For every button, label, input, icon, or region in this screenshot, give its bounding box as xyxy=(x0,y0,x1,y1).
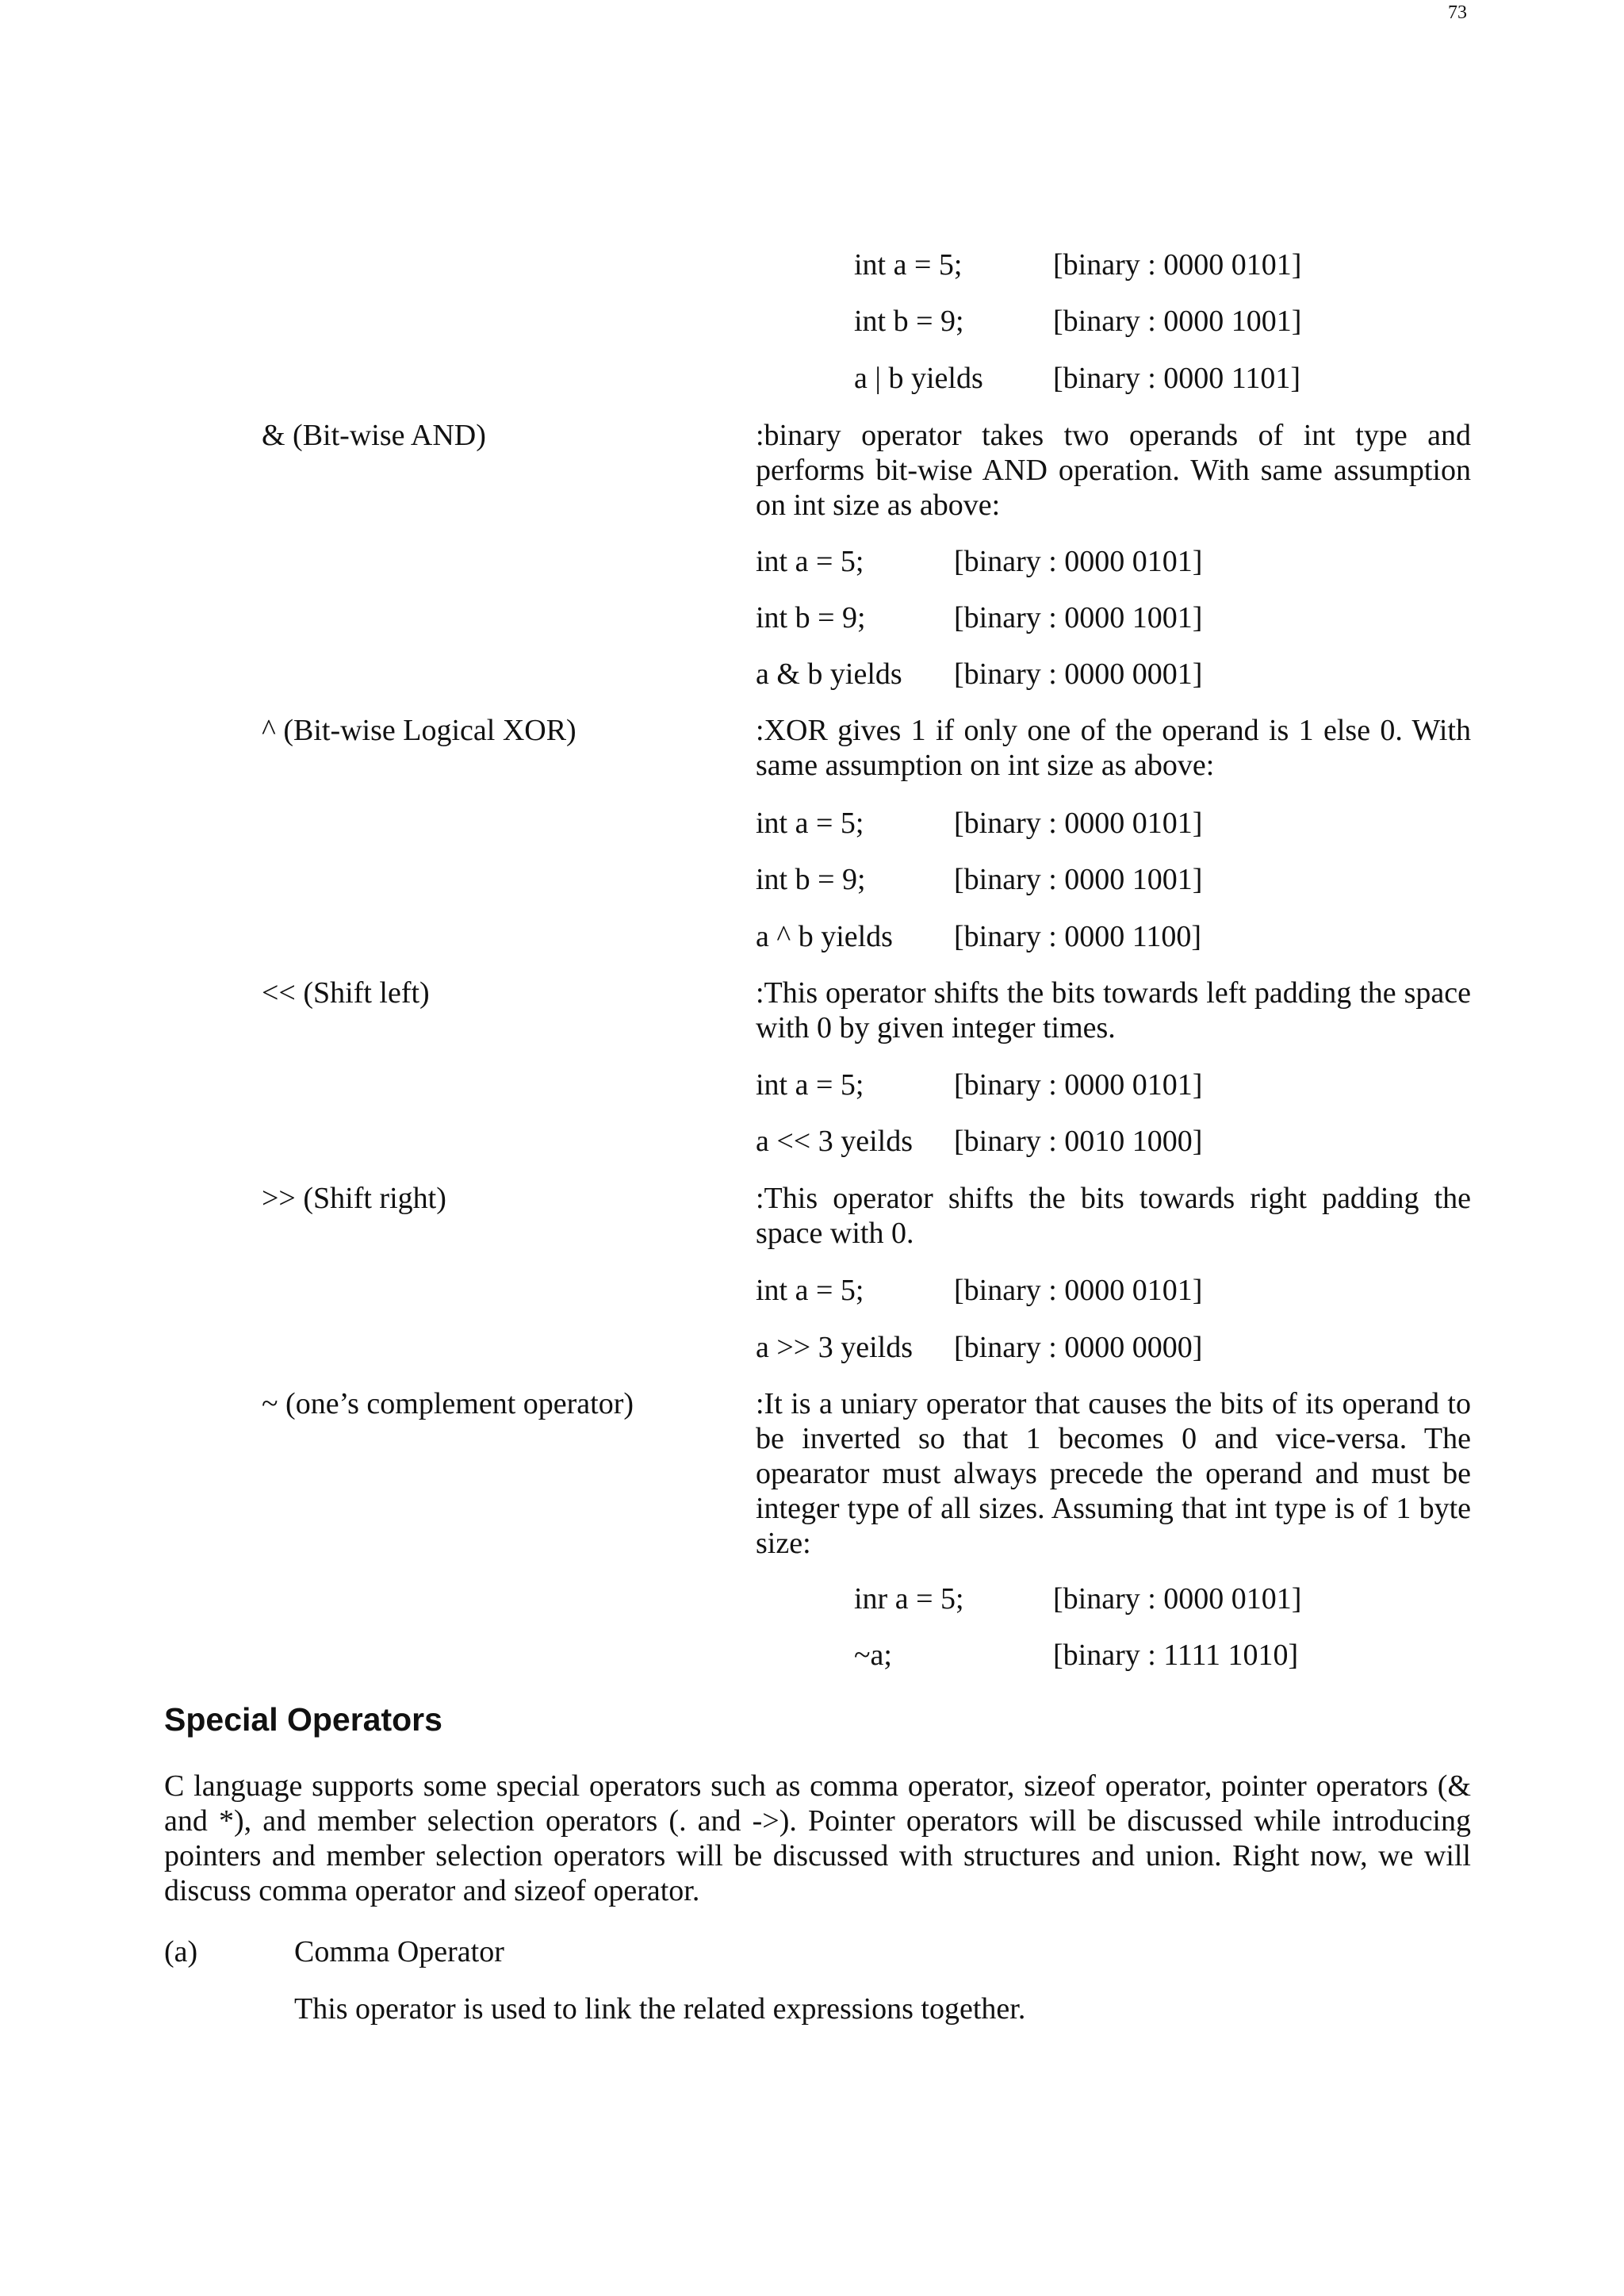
code-line: a ^ b yields xyxy=(756,920,893,953)
binary-value: [binary : 0000 1001] xyxy=(954,863,1203,896)
description-text: :This operator shifts the bits towards right padding the space with 0. xyxy=(756,1182,1471,1250)
list-item-title: Comma Operator xyxy=(294,1935,504,1968)
binary-value: [binary : 0000 0101] xyxy=(954,807,1203,840)
binary-value: [binary : 1111 1010] xyxy=(1053,1639,1299,1672)
description-text: :This operator shifts the bits towards left padding the space with 0 by given integer times. xyxy=(756,976,1471,1045)
code-line: int a = 5; xyxy=(756,545,864,578)
code-line: a >> 3 yeilds xyxy=(756,1331,913,1364)
binary-value: [binary : 0000 1001] xyxy=(1053,305,1302,338)
operator-term: >> (Shift right) xyxy=(262,1182,446,1215)
list-item-text: This operator is used to link the related expressions together. xyxy=(294,1992,1026,2026)
binary-value: [binary : 0000 1101] xyxy=(1053,362,1301,395)
code-line: int b = 9; xyxy=(756,863,866,896)
list-marker: (a) xyxy=(164,1935,198,1968)
binary-value: [binary : 0000 0000] xyxy=(954,1331,1203,1364)
binary-value: [binary : 0000 0101] xyxy=(1053,248,1302,282)
code-line: a | b yields xyxy=(854,362,983,395)
operator-description xyxy=(756,976,1471,1045)
section-paragraph: C language supports some special operators such as comma operator, sizeof operator, pointer operators (& and *), and member selection operators (. and ->). Pointer operators will be discussed while introducing pointers and member selection operators will be discussed with structures and union. Right now, we will discuss comma operator and sizeof operator. xyxy=(164,1769,1471,1907)
code-line: int b = 9; xyxy=(756,601,866,634)
operator-term: & (Bit-wise AND) xyxy=(262,419,486,452)
operator-description xyxy=(756,713,1471,783)
operator-description xyxy=(756,1386,1471,1561)
binary-value: [binary : 0000 0101] xyxy=(954,1274,1203,1307)
code-line: int a = 5; xyxy=(854,248,963,282)
binary-value: [binary : 0010 1000] xyxy=(954,1125,1203,1158)
page-number: 73 xyxy=(1448,2,1467,23)
binary-value: [binary : 0000 0101] xyxy=(954,545,1203,578)
code-line: int a = 5; xyxy=(756,807,864,840)
binary-value: [binary : 0000 1001] xyxy=(954,601,1203,634)
operator-description xyxy=(756,418,1471,523)
description-text: :XOR gives 1 if only one of the operand is 1 else 0. With same assumption on int size as above: xyxy=(756,714,1471,782)
section-heading: Special Operators xyxy=(164,1701,442,1738)
code-line: ~a; xyxy=(854,1639,892,1672)
binary-value: [binary : 0000 1100] xyxy=(954,920,1202,953)
code-line: int a = 5; xyxy=(756,1274,864,1307)
description-text: :It is a uniary operator that causes the bits of its operand to be inverted so that 1 becomes 0 and vice-versa. The opearator must always precede the operand and must be integer type of all sizes. Assuming that int type is of 1 byte size: xyxy=(756,1387,1471,1560)
operator-term: ^ (Bit-wise Logical XOR) xyxy=(262,714,576,747)
operator-description xyxy=(756,1181,1471,1251)
code-line: int b = 9; xyxy=(854,305,964,338)
operator-term: ~ (one’s complement operator) xyxy=(262,1387,634,1420)
binary-value: [binary : 0000 0101] xyxy=(954,1068,1203,1102)
binary-value: [binary : 0000 0101] xyxy=(1053,1582,1302,1616)
code-line: a & b yields xyxy=(756,657,902,691)
binary-value: [binary : 0000 0001] xyxy=(954,657,1203,691)
code-line: a << 3 yeilds xyxy=(756,1125,913,1158)
code-line: int a = 5; xyxy=(756,1068,864,1102)
operator-term: << (Shift left) xyxy=(262,976,430,1010)
code-line: inr a = 5; xyxy=(854,1582,964,1616)
description-text: :binary operator takes two operands of int type and performs bit-wise AND operation. With same assumption on int size as above: xyxy=(756,419,1471,522)
